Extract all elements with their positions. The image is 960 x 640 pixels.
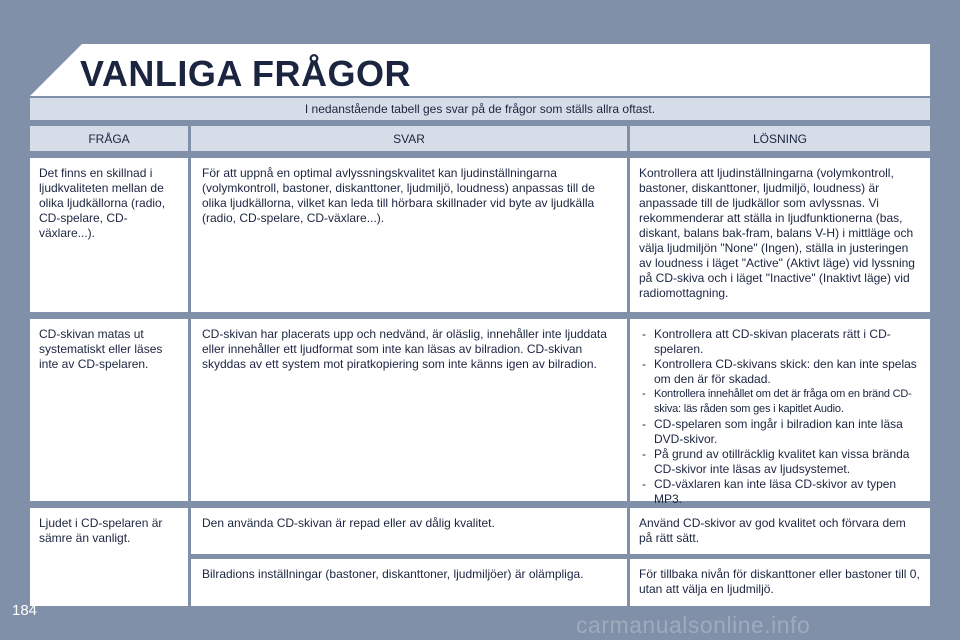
- column-header-question: FRÅGA: [30, 126, 188, 151]
- table-row-3-answer-a: Den använda CD-skivan är repad eller av dålig kvalitet.: [191, 508, 627, 554]
- page-title: VANLIGA FRÅGOR: [80, 53, 411, 94]
- table-row-3-solution-b: För tillbaka nivån för diskanttoner eller bastoner till 0, utan att välja en ljudmiljö.: [630, 559, 930, 606]
- page-number: 184: [12, 602, 38, 619]
- watermark: carmanualsonline.info: [576, 612, 811, 638]
- list-item: - På grund av otillräcklig kvalitet kan vissa brända CD-skivor inte läsas av ljudsystemet.: [639, 447, 921, 477]
- table-row-3-answer-b: Bilradions inställningar (bastoner, diskanttoner, ljudmiljöer) är olämpliga.: [191, 559, 627, 606]
- column-header-answer: SVAR: [191, 126, 627, 151]
- list-item: - Kontrollera att CD-skivan placerats rätt i CD-spelaren.: [639, 327, 921, 357]
- page-subtitle: I nedanstående tabell ges svar på de frågor som ställs allra oftast.: [30, 98, 930, 120]
- list-item: - CD-spelaren som ingår i bilradion kan inte läsa DVD-skivor.: [639, 417, 921, 447]
- table-row-3-question: Ljudet i CD-spelaren är sämre än vanligt.: [30, 508, 188, 606]
- list-item: - CD-växlaren kan inte läsa CD-skivor av typen MP3.: [639, 477, 921, 507]
- column-header-solution: LÖSNING: [630, 126, 930, 151]
- table-row-1-answer: För att uppnå en optimal avlyssningskvalitet kan ljudinställningarna (volymkontroll, bastoner, diskanttoner, ljudmiljö, loudness) anpassas till de olika ljudkällorna, vilket kan leda till hörbara skillnader vid byte av ljudkälla (radio, CD-spelare, CD-växlare...).: [191, 158, 627, 312]
- table-row-2-solution: [630, 319, 930, 506]
- list-item: - Kontrollera innehållet om det är fråga om en bränd CD-skiva: läs råden som ges i kapitlet Audio.: [639, 387, 921, 417]
- solution-list: [639, 327, 921, 507]
- table-row-2-question: CD-skivan matas ut systematiskt eller läses inte av CD-spelaren.: [30, 319, 188, 501]
- list-item: - Kontrollera CD-skivans skick: den kan inte spelas om den är för skadad.: [639, 357, 921, 387]
- table-row-3-solution-a: Använd CD-skivor av god kvalitet och förvara dem på rätt sätt.: [630, 508, 930, 554]
- table-row-1-question: Det finns en skillnad i ljudkvaliteten mellan de olika ljudkällorna (radio, CD-spelare, CD-växlare...).: [30, 158, 188, 312]
- table-row-1-solution: Kontrollera att ljudinställningarna (volymkontroll, bastoner, diskanttoner, ljudmiljö, loudness) är anpassade till de ljudkällor som avlyssnas. Vi rekommenderar att ställa in ljudfunktionerna (bas, diskant, balans bak-fram, balans V-H) i mittläge och välja ljudmiljön "None" (Ingen), ställa in justeringen av loudness i läget "Active" (Aktivt läge) vid lyssning på CD-skiva och i läget "Inactive" (Inaktivt läge) vid radiomottagning.: [630, 158, 930, 312]
- table-row-2-answer: CD-skivan har placerats upp och nedvänd, är oläslig, innehåller inte ljuddata eller innehåller ett ljudformat som inte kan läsas av bilradion. CD-skivan skyddas av ett system mot piratkopiering som inte känns igen av bilradion.: [191, 319, 627, 501]
